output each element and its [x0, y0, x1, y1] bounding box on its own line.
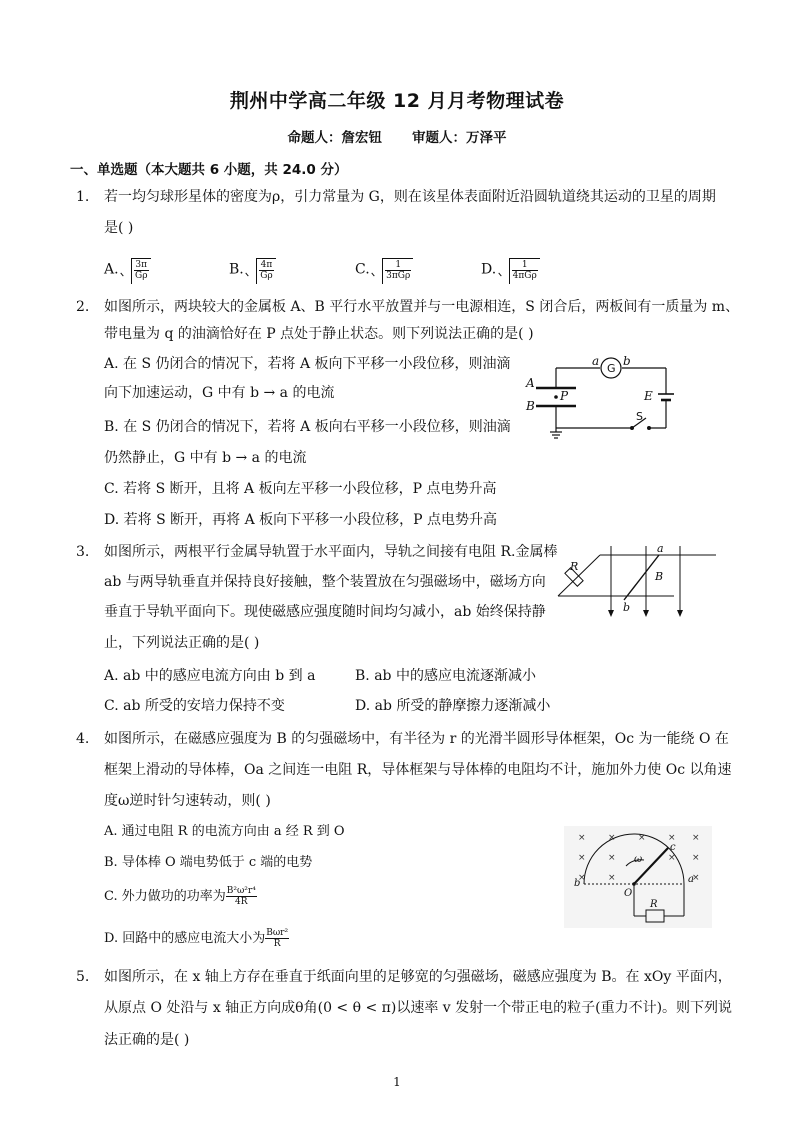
frac-den: Gρ	[260, 271, 273, 281]
option-c-text: C. 外力做功的功率为	[104, 889, 226, 904]
frac-den: 4πGρ	[512, 271, 537, 281]
label-R: R	[570, 560, 579, 573]
option-c	[104, 886, 257, 907]
frac-den: R	[273, 939, 281, 949]
option-label: D.	[481, 261, 497, 278]
galvanometer-label: G	[607, 362, 616, 375]
field-cross: ×	[692, 833, 700, 843]
question-text: 是( )	[104, 220, 134, 236]
label-A: A	[526, 376, 535, 390]
frac-num: 1	[385, 260, 411, 271]
option-c: C. 若将 S 断开，且将 A 板向左平移一小段位移，P 点电势升高	[104, 481, 497, 497]
option-c	[355, 258, 413, 281]
label-O: O	[624, 888, 633, 899]
question-text: 垂直于导轨平面向下。现使磁感应强度随时间均匀减小，ab 始终保持静	[104, 604, 546, 620]
frac-den: Gρ	[135, 271, 148, 281]
label-b: b	[623, 601, 631, 614]
question-number: 3.	[76, 544, 90, 560]
frac-den: 3πGρ	[386, 271, 411, 281]
option-b	[229, 258, 276, 281]
label-R: R	[650, 899, 658, 910]
label-B: B	[526, 399, 535, 413]
option-b: B. ab 中的感应电流逐渐减小	[355, 668, 536, 684]
field-cross: ×	[692, 873, 700, 883]
setter: 命题人：詹宏钮	[287, 130, 382, 146]
question-text: 如图所示，在 x 轴上方存在垂直于纸面向里的足够宽的匀强磁场，磁感应强度为 B。在 xOy 平面内，	[104, 969, 732, 985]
option-b-cont: 仍然静止，G 中有 b → a 的电流	[104, 450, 307, 466]
label-omega: ω	[634, 854, 643, 865]
label-b: b	[623, 354, 631, 368]
question-text: 框架上滑动的导体棒，Oa 之间连一电阻 R，导体框架与导体棒的电阻均不计，施加外力使 Oc 以角速	[104, 762, 732, 778]
frac-num: 4π	[260, 260, 273, 270]
field-cross: ×	[608, 853, 616, 863]
question-text: 如图所示，在磁感应强度为 B 的匀强磁场中，有半径为 r 的光滑半圆形导体框架，Oc 为一能绕 O 在	[104, 731, 729, 747]
question-text: 止，下列说法正确的是( )	[104, 635, 260, 651]
label-P: P	[560, 389, 569, 403]
label-E: E	[644, 389, 653, 403]
frac-num: 1	[512, 260, 538, 271]
question-text: 法正确的是( )	[104, 1032, 190, 1048]
question-text: 若一均匀球形星体的密度为ρ，引力常量为 G，则在该星体表面附近沿圆轨道绕其运动的卫星的周期	[104, 189, 716, 205]
label-a: a	[657, 542, 664, 555]
circuit-figure	[526, 356, 686, 444]
option-a-cont: 向下加速运动，G 中有 b → a 的电流	[104, 385, 335, 401]
question-number: 2.	[76, 299, 90, 315]
option-a	[104, 258, 151, 281]
field-cross: ×	[578, 873, 586, 883]
page-title: 荆州中学高二年级 12 月月考物理试卷	[229, 90, 565, 112]
frac-num: 3π	[135, 260, 148, 270]
option-b: B. 导体棒 O 端电势低于 c 端的电势	[104, 855, 313, 870]
field-cross: ×	[608, 833, 616, 843]
option-d	[104, 928, 289, 949]
option-c: C. ab 所受的安培力保持不变	[104, 698, 285, 714]
reviewer: 审题人：万泽平	[412, 130, 507, 146]
label-a: a	[592, 354, 600, 368]
option-a: A. ab 中的感应电流方向由 b 到 a	[104, 668, 316, 684]
page-number: 1	[393, 1075, 401, 1089]
option-b: B. 在 S 仍闭合的情况下，若将 A 板向右平移一小段位移，则油滴	[104, 419, 511, 435]
question-text: ab 与两导轨垂直并保持良好接触，整个装置放在匀强磁场中，磁场方向	[104, 574, 546, 590]
question-text: 从原点 O 处沿与 x 轴正方向成θ角(0 < θ < π)以速率 v 发射一个带正电的粒子(重力不计)。则下列说	[104, 1000, 733, 1016]
label-b: b	[574, 878, 581, 889]
question-text: 如图所示，两根平行金属导轨置于水平面内，导轨之间接有电阻 R.金属棒	[104, 544, 558, 560]
option-a: A. 在 S 仍闭合的情况下，若将 A 板向下平移一小段位移，则油滴	[104, 356, 511, 372]
option-label: B.	[229, 261, 244, 278]
field-cross: ×	[578, 833, 586, 843]
question-text: 带电量为 q 的油滴恰好在 P 点处于静止状态。则下列说法正确的是( )	[104, 326, 534, 342]
option-d: D. 若将 S 断开，再将 A 板向下平移一小段位移，P 点电势升高	[104, 512, 497, 528]
option-a: A. 通过电阻 R 的电流方向由 a 经 R 到 O	[104, 824, 345, 839]
question-number: 4.	[76, 731, 90, 747]
question-text: 度ω逆时针匀速转动，则( )	[104, 793, 271, 809]
question-number: 5.	[76, 969, 90, 985]
field-cross: ×	[608, 873, 616, 883]
frac-den: 4R	[235, 897, 248, 907]
option-d: D. ab 所受的静摩擦力逐渐减小	[355, 698, 551, 714]
label-S: S	[636, 410, 643, 423]
section-heading: 一、单选题（本大题共 6 小题，共 24.0 分）	[70, 162, 348, 178]
option-label: C.	[355, 261, 370, 278]
option-label: A.	[104, 261, 119, 278]
option-d	[481, 258, 540, 281]
field-cross: ×	[668, 833, 676, 843]
question-text: 如图所示，两块较大的金属板 A、B 平行水平放置并与一电源相连，S 闭合后，两板间有一质量为 m、	[104, 299, 740, 315]
question-number: 1.	[76, 189, 90, 205]
authors-line	[0, 126, 794, 146]
field-cross: ×	[692, 853, 700, 863]
label-B: B	[655, 570, 664, 583]
label-c: c	[670, 842, 676, 853]
frac-num: B²ω²r⁴	[226, 886, 256, 896]
field-cross: ×	[668, 853, 676, 863]
semicircle-figure	[564, 826, 712, 928]
frac-num: Bωr²	[266, 928, 289, 938]
field-cross: ×	[578, 853, 586, 863]
label-a: a	[688, 874, 694, 885]
rails-figure	[556, 540, 722, 618]
field-cross: ×	[638, 833, 646, 843]
option-d-text: D. 回路中的感应电流大小为	[104, 931, 266, 946]
